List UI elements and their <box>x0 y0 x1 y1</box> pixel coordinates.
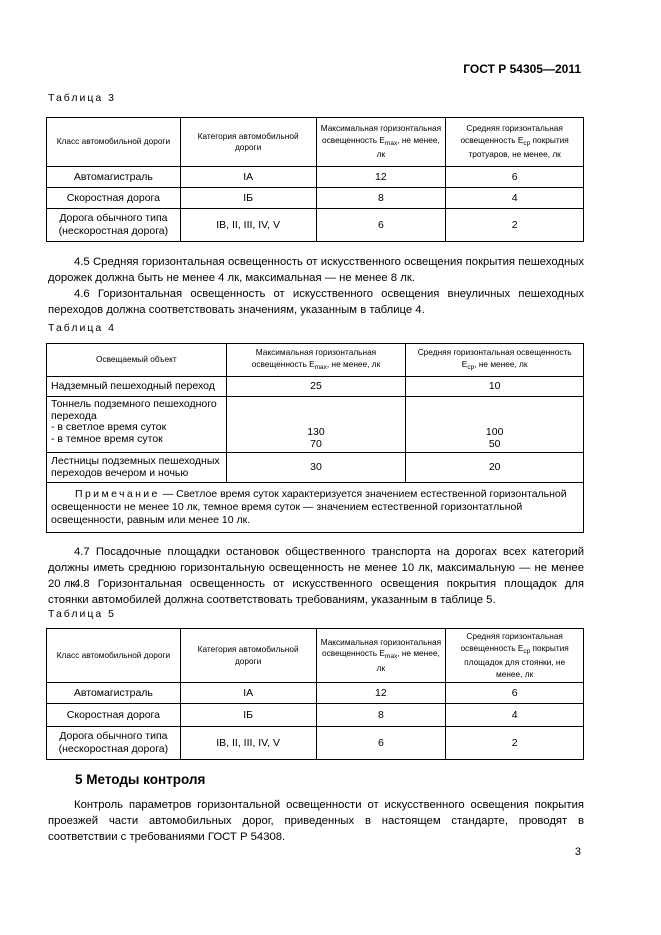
cell-max: 6 <box>316 727 446 760</box>
cell-avg: 20 <box>406 453 584 483</box>
column-header-max-illuminance: Максимальная горизонтальная освещенность $E_{max}$, не менее, лк <box>316 629 446 683</box>
cell-object-title: Тоннель подземного пешеходного перехода <box>51 398 217 422</box>
table-row <box>47 704 584 727</box>
cell-object: Надземный пешеходный переход <box>47 377 227 397</box>
column-header-max-illuminance: Максимальная горизонтальная освещенность $E_{max}$, не менее, лк <box>226 344 406 377</box>
paragraph-4-6: 4.6 Горизонтальная освещенность от искусственного освещения внеуличных пешеходных переходов должна соответствовать значениям, указанным в таблице 4. <box>48 288 584 316</box>
table-3-caption: Таблица 3 <box>48 92 116 104</box>
cell-category: IA <box>180 167 316 188</box>
page-number: 3 <box>574 846 581 858</box>
cell-max: 12 <box>316 683 446 704</box>
cell-max <box>226 397 406 453</box>
column-header-avg-illuminance: Средняя горизонтальная освещенность $E_{ср}$ покрытия площадок для стоянки, не менее, лк <box>446 629 584 683</box>
table-row <box>47 377 584 397</box>
paragraph-4-8: 4.8 Горизонтальная освещенность от искусственного освещения покрытия площадок для стоянки автомобилей должна соответствовать требованиям, указанным в таблице 5. <box>48 578 584 606</box>
paragraph-4-5: 4.5 Средняя горизонтальная освещенность от искусственного освещения покрытия пешеходных дорожек должна быть не менее 4 лк, максимальная — не менее 8 лк. <box>48 256 584 284</box>
table-row <box>47 209 584 242</box>
cell-road-class: Дорога обычного типа (нескоростная дорога) <box>47 209 181 242</box>
table-5-caption: Таблица 5 <box>48 608 116 620</box>
table-4-caption: Таблица 4 <box>48 322 116 334</box>
column-header-road-category: Категория автомобильной дороги <box>180 118 316 167</box>
table-row <box>47 727 584 760</box>
table-row <box>47 453 584 483</box>
section-5-heading: 5 Методы контроля <box>75 772 206 787</box>
column-header-road-class: Класс автомобильной дороги <box>47 118 181 167</box>
cell-object <box>47 397 227 453</box>
cell-max-day: 130 <box>307 426 325 438</box>
paragraph-4-7: 4.7 Посадочные площадки остановок общественного транспорта на дорогах всех категорий должны иметь среднюю горизонтальную освещенность не менее 10 лк, максимальную — не менее 20 лк. <box>48 546 584 590</box>
column-header-object: Освещаемый объект <box>47 344 227 377</box>
table-header-row <box>47 344 584 377</box>
table-header-row <box>47 118 584 167</box>
cell-max: 8 <box>316 188 446 209</box>
cell-avg: 6 <box>446 167 584 188</box>
cell-object-day: - в светлое время суток <box>51 421 167 433</box>
section-5-paragraph: Контроль параметров горизонтальной освещенности от искусственного освещения покрытия проезжей части автомобильных дорог, приведенных в настоящем стандарте, проводят в соответствии с требованиями ГОСТ Р 54308. <box>48 799 584 843</box>
note-label: Примечание <box>75 488 160 500</box>
cell-avg: 2 <box>446 727 584 760</box>
cell-avg: 4 <box>446 704 584 727</box>
table-header-row <box>47 629 584 683</box>
cell-road-class: Скоростная дорога <box>47 188 181 209</box>
cell-road-class: Автомагистраль <box>47 167 181 188</box>
cell-category: IB, II, III, IV, V <box>180 727 316 760</box>
table-4-note <box>47 483 584 533</box>
cell-category: IB, II, III, IV, V <box>180 209 316 242</box>
table-row <box>47 683 584 704</box>
table-row <box>47 167 584 188</box>
note-text: — Светлое время суток характеризуется значением естественной горизонтальной освещенности не менее 10 лк, темное время суток — значением естественной горизонтатльной освещенности, равным или менее 10 лк. <box>51 488 567 526</box>
cell-avg: 4 <box>446 188 584 209</box>
table-5 <box>46 628 584 760</box>
cell-object: Лестницы подземных пешеходных переходов вечером и ночью <box>47 453 227 483</box>
cell-max: 30 <box>226 453 406 483</box>
document-code: ГОСТ Р 54305—2011 <box>463 62 581 76</box>
column-header-road-category: Категория автомобильной дороги <box>180 629 316 683</box>
table-4 <box>46 343 584 533</box>
cell-category: IБ <box>180 704 316 727</box>
table-row <box>47 188 584 209</box>
column-header-road-class: Класс автомобильной дороги <box>47 629 181 683</box>
column-header-max-illuminance: Максимальная горизонтальная освещенность $E_{max}$, не менее, лк <box>316 118 446 167</box>
cell-avg-night: 50 <box>488 437 501 450</box>
cell-avg: 6 <box>446 683 584 704</box>
table-row <box>47 397 584 453</box>
cell-object-night: - в темное время суток <box>51 432 163 445</box>
cell-avg: 2 <box>446 209 584 242</box>
cell-max: 6 <box>316 209 446 242</box>
column-header-avg-illuminance: Средняя горизонтальная освещенность $E_{ср}$, не менее, лк <box>406 344 584 377</box>
table-3 <box>46 117 584 242</box>
cell-road-class: Автомагистраль <box>47 683 181 704</box>
table-note-row <box>47 483 584 533</box>
cell-avg-day: 100 <box>485 426 504 438</box>
cell-max: 25 <box>226 377 406 397</box>
cell-road-class: Дорога обычного типа (нескоростная дорога) <box>47 727 181 760</box>
cell-avg: 10 <box>406 377 584 397</box>
cell-road-class: Скоростная дорога <box>47 704 181 727</box>
cell-max-night: 70 <box>310 437 322 450</box>
column-header-avg-illuminance: Средняя горизонтальная освещенность $E_{ср}$ покрытия тротуаров, не менее, лк <box>446 118 584 167</box>
cell-category: IA <box>180 683 316 704</box>
cell-max: 8 <box>316 704 446 727</box>
cell-avg <box>406 397 584 453</box>
cell-max: 12 <box>316 167 446 188</box>
cell-category: IБ <box>180 188 316 209</box>
